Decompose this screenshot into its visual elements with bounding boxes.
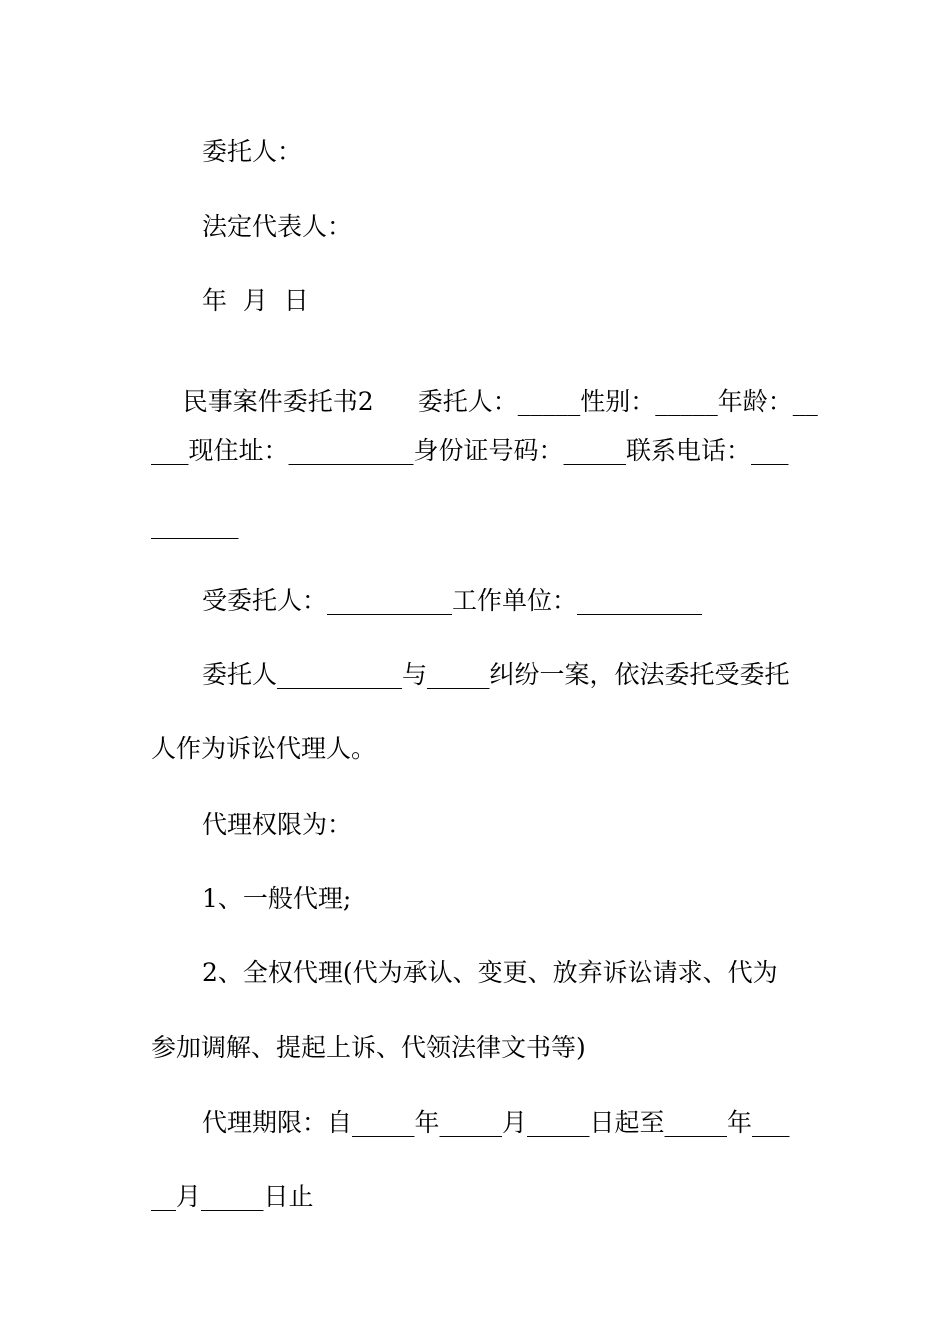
agency-term-line-1: 代理期限：自_____年_____月_____日起至_____年___ [202,1108,790,1137]
document-title: 民事案件委托书2 [182,387,374,416]
case-entrustment-line-1: 委托人__________与_____纠纷一案，依法委托受委托 [202,660,790,689]
principal-info-line-1: 委托人：_____性别：_____年龄：__ [417,387,818,416]
legal-representative-label: 法定代表人： [202,212,353,241]
principal-info-line-2: ___现住址：__________身份证号码：_____联系电话：___ [151,436,789,465]
authority-item-1: 1、一般代理; [202,884,352,913]
authority-heading: 代理权限为： [202,810,353,839]
agent-info-line: 受委托人：__________工作单位：__________ [202,586,703,615]
form-header-line [151,364,818,439]
date-line: 年 月 日 [202,286,309,315]
principal-info-line-3: _______ [151,510,239,539]
authority-item-2-line-2: 参加调解、提起上诉、代领法律文书等) [151,1033,586,1062]
case-entrustment-line-2: 人作为诉讼代理人。 [151,734,377,763]
agency-term-line-2: __月_____日止 [151,1182,314,1211]
principal-label: 委托人： [202,137,303,166]
authority-item-2-line-1: 2、全权代理(代为承认、变更、放弃诉讼请求、代为 [202,958,778,987]
